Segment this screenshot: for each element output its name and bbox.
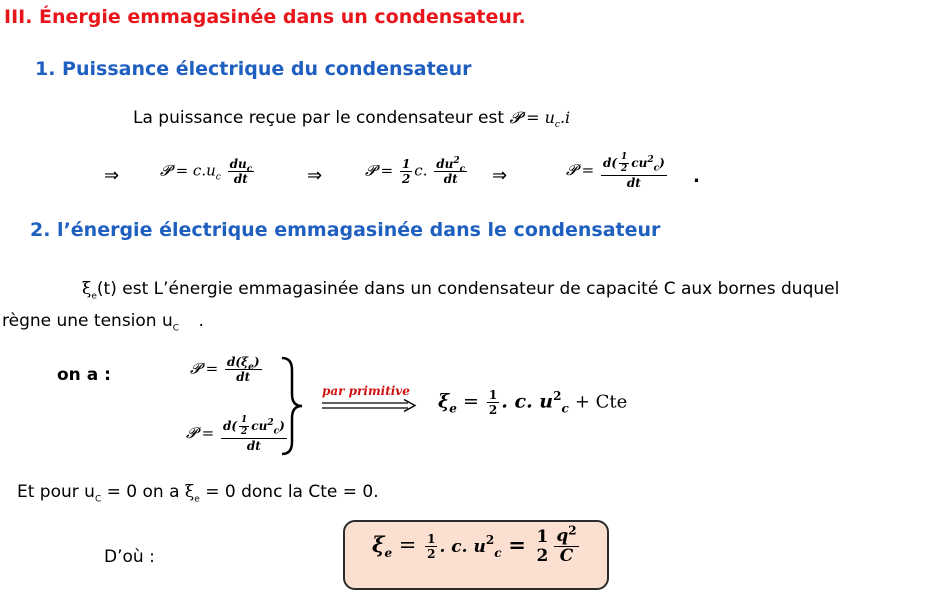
system-equation-2 (186, 416, 289, 452)
result-half-den: 2 (488, 403, 498, 417)
primitive-result (438, 389, 627, 416)
power-tail: .i (559, 108, 571, 127)
sys2-half-num: 1 (241, 415, 248, 425)
sys2-num-sup: 2 (267, 418, 274, 428)
implies-long-arrow-icon (320, 399, 418, 413)
sys2-num-post: ) (279, 419, 285, 433)
eq3-num-sup: 2 (647, 155, 654, 165)
final-half-den: 2 (427, 547, 436, 561)
implies-arrow-3: ⇒ (492, 165, 508, 186)
eq1-lhs: 𝓟 = c.u (160, 161, 216, 180)
eq3-den: dt (626, 176, 641, 190)
result-cte: + Cte (574, 391, 628, 413)
sys2-half-den: 2 (241, 427, 248, 437)
tension-sub: C (172, 323, 180, 334)
final-one: 1 (536, 526, 549, 547)
eq3-half (619, 153, 629, 174)
implies-arrow-1: ⇒ (104, 165, 120, 186)
result-half (487, 389, 499, 416)
final-half (425, 533, 437, 560)
energy-definition-text: (t) est L’énergie emmagasinée dans un condensateur de capacité C aux bornes duquel (96, 279, 840, 299)
eq1-fraction (228, 158, 255, 185)
power-intro-text: La puissance reçue par le condensateur est (133, 108, 505, 128)
result-usub: c (561, 401, 569, 416)
sys1-lhs: 𝓟 = (190, 359, 219, 378)
system-equation-1 (190, 356, 264, 383)
final-one-half (534, 526, 550, 566)
energy-definition-line-2 (2, 311, 204, 334)
sys1-num-end: ) (253, 355, 260, 369)
eq3-num-post: ) (659, 156, 665, 170)
xi-sub: e (91, 291, 97, 302)
tension-end: . (198, 311, 204, 331)
final-sup: 2 (485, 533, 495, 547)
eq3-num-sub: c (653, 163, 660, 174)
eq3-num-mid: cu (631, 156, 648, 170)
subsection-2-title: 2. l’énergie électrique emmagasinée dans le condensateur (30, 219, 661, 241)
xi-symbol: ξ (82, 279, 92, 299)
tension-text: règne une tension u (2, 311, 173, 331)
eq2-num: du (436, 157, 454, 171)
par-primitive-label: par primitive (322, 384, 410, 398)
final-eq2: = (508, 532, 526, 557)
sys2-num-pre: d( (222, 419, 238, 433)
power-formula (509, 108, 571, 131)
final-usub: c (494, 546, 502, 561)
sys1-num: d(ξ (226, 355, 249, 369)
result-xi-sub: e (449, 401, 457, 416)
final-cu: . c. u (439, 537, 486, 557)
power-sub: c (554, 120, 560, 131)
sys2-fraction (221, 416, 287, 452)
final-xi: ξ (372, 532, 385, 557)
eq2-num-sup: 2 (453, 156, 460, 166)
sys2-den: dt (246, 439, 261, 453)
power-symbol: 𝓟 (509, 108, 521, 127)
eq3-half-num: 1 (621, 152, 628, 162)
equation-1 (160, 158, 256, 185)
right-brace-icon (280, 356, 306, 456)
eq3-num-pre: d( (602, 156, 618, 170)
equation-2 (365, 158, 469, 185)
sys1-num-sub: e (248, 362, 254, 373)
final-xi-sub: e (384, 546, 393, 561)
result-cu: . c. u (501, 390, 554, 413)
power-eq: = u (526, 108, 555, 127)
cond-end: = 0 donc la Cte = 0. (199, 482, 379, 502)
eq1-den: dt (233, 172, 248, 186)
sys1-den: dt (236, 370, 251, 384)
final-q: q (556, 526, 569, 546)
eq1-num: du (229, 157, 247, 171)
result-eq: = (462, 390, 479, 413)
equation-end-dot: . (693, 166, 700, 187)
final-q-sup: 2 (568, 523, 577, 538)
final-half-num: 1 (427, 532, 436, 546)
eq2-den: dt (443, 172, 458, 186)
eq2-num-sub: c (459, 164, 466, 175)
result-xi: ξ (438, 390, 450, 413)
cond-pre: Et pour u (17, 482, 95, 502)
eq3-lhs: 𝓟 = (566, 161, 595, 179)
eq1-num-sub: c (246, 164, 253, 175)
on-a-label: on a : (57, 365, 111, 385)
eq2-c: c. (414, 161, 428, 180)
energy-definition-line-1 (82, 279, 840, 302)
sys2-half (239, 416, 249, 437)
eq3-half-den: 2 (621, 164, 628, 174)
sys1-fraction (225, 356, 262, 383)
sys2-num-mid: cu (251, 419, 268, 433)
eq3-fraction (601, 153, 667, 189)
sys2-lhs: 𝓟 = (186, 424, 215, 442)
section-title: III. Énergie emmagasinée dans un condensateur. (4, 6, 526, 28)
eq2-half-den: 2 (401, 172, 411, 186)
eq2-lhs: 𝓟 = (365, 161, 394, 180)
final-q-over-c (554, 523, 578, 566)
final-two: 2 (536, 545, 549, 566)
subsection-1-title: 1. Puissance électrique du condensateur (35, 58, 472, 80)
result-sup: 2 (553, 389, 562, 404)
condition-line (17, 482, 379, 505)
eq1-sub: c (215, 172, 221, 183)
equation-3 (566, 153, 669, 189)
cond-mid: = 0 on a (101, 482, 185, 502)
implies-arrow-2: ⇒ (307, 165, 323, 186)
dou-label: D’où : (104, 547, 155, 567)
eq2-half-num: 1 (401, 157, 411, 171)
final-c: C (559, 546, 574, 566)
sys2-num-sub: c (273, 426, 280, 437)
result-half-num: 1 (488, 388, 498, 402)
cond-xi: ξ (184, 482, 195, 502)
cond-sub: C (94, 494, 102, 505)
eq2-half (400, 158, 412, 185)
final-formula (372, 523, 581, 566)
eq2-fraction (434, 158, 467, 185)
power-intro-line (133, 108, 571, 131)
cond-xi-sub: e (194, 494, 200, 505)
final-eq: = (398, 533, 417, 557)
